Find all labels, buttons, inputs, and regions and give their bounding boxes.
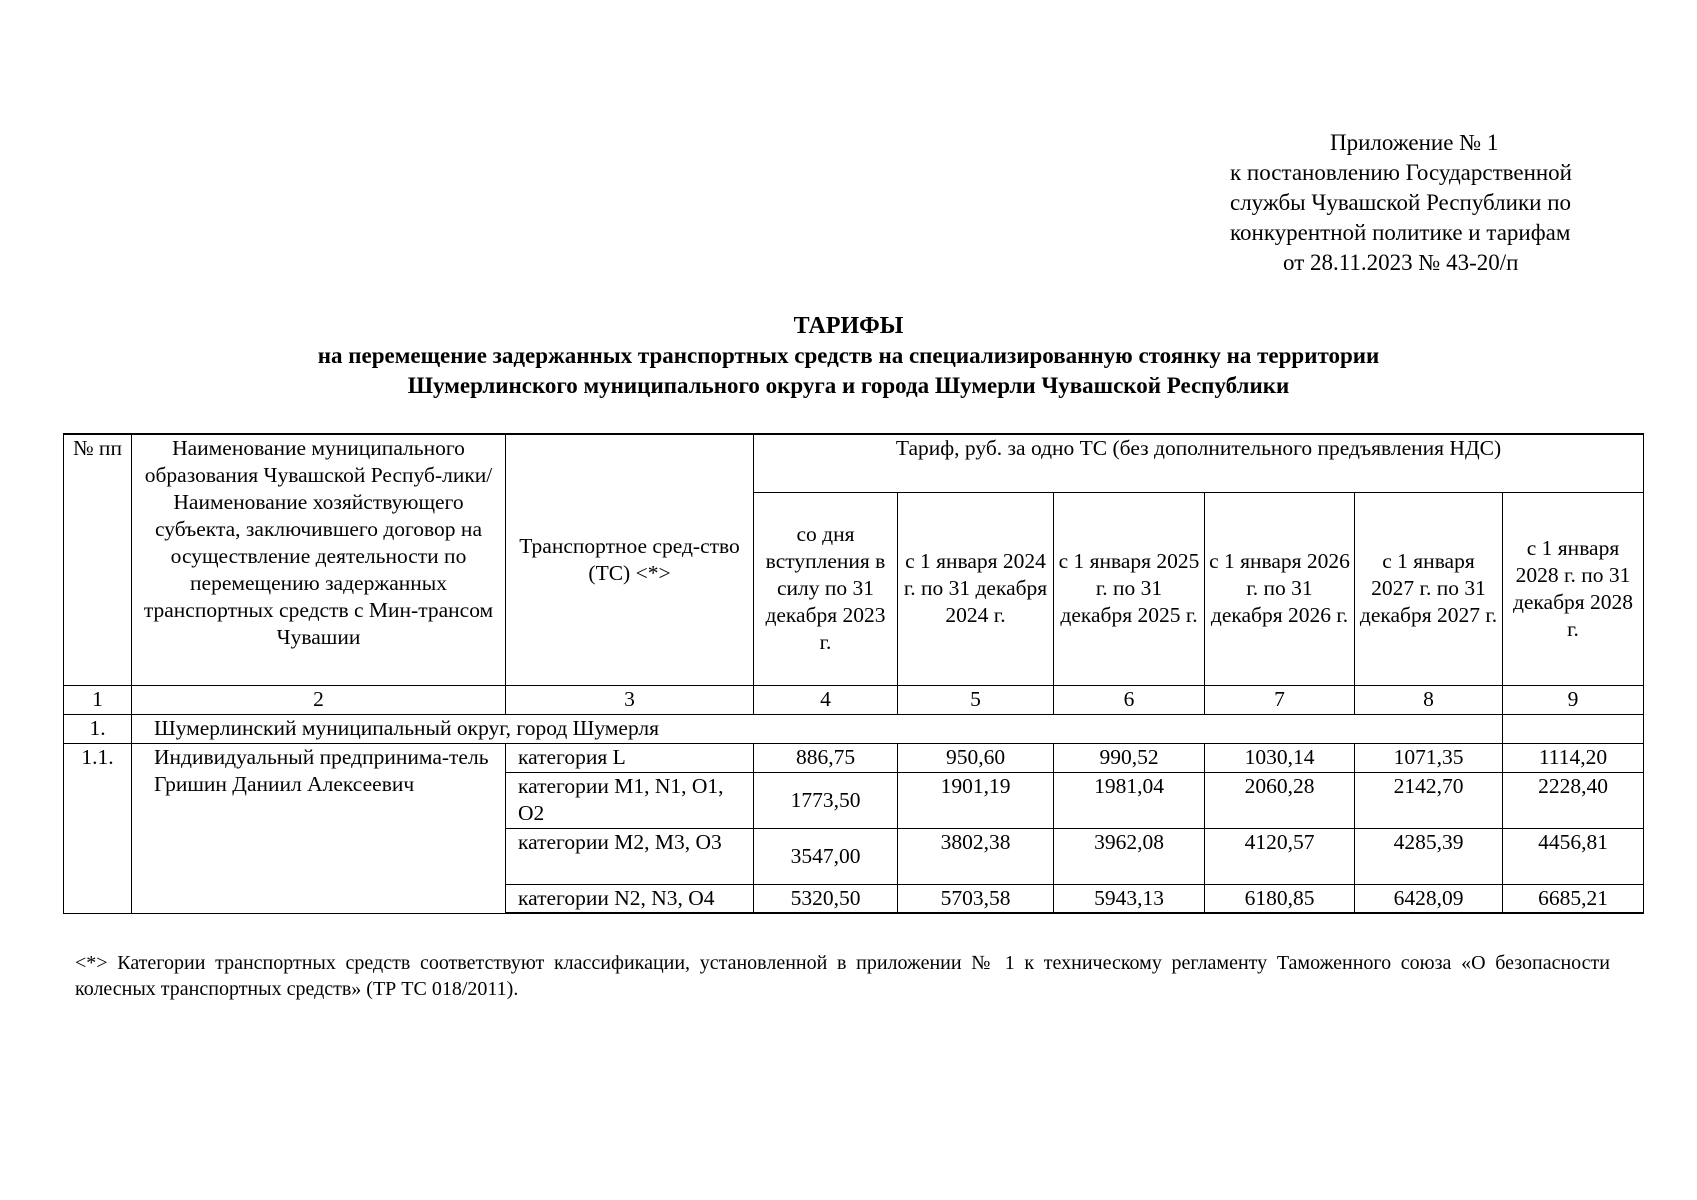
section-row <box>64 714 1644 743</box>
column-number-7: 7 <box>1205 685 1355 714</box>
entity-name: Индивидуальный предпринима-тель Гришин Даниил Алексеевич <box>132 743 506 913</box>
column-number-1: 1 <box>64 685 132 714</box>
column-number-6: 6 <box>1054 685 1205 714</box>
appendix-line-1: Приложение № 1 <box>1330 130 1499 155</box>
header-period-5: с 1 января 2027 г. по 31 декабря 2027 г. <box>1355 492 1503 685</box>
tariff-value: 1773,50 <box>754 772 898 828</box>
document-subtitle-line-2: Шумерлинского муниципального округа и города Шумерли Чувашской Республики <box>407 373 1290 398</box>
appendix-line-2: к постановлению Государственной <box>1230 160 1572 185</box>
section-num: 1. <box>64 714 132 743</box>
footnote: <*> Категории транспортных средств соответствуют классификации, установленной в приложении № 1 к техническому регламенту Таможенного союза «О безопасности колесных транспортных средств» (ТР ТС 018/2011). <box>75 952 1610 1000</box>
column-number-row <box>64 685 1644 714</box>
tariff-value: 4456,81 <box>1503 828 1644 884</box>
header-period-2: с 1 января 2024 г. по 31 декабря 2024 г. <box>898 492 1054 685</box>
tariff-value: 2060,28 <box>1205 772 1355 828</box>
tariff-value: 1114,20 <box>1503 743 1644 772</box>
header-period-4: с 1 января 2026 г. по 31 декабря 2026 г. <box>1205 492 1355 685</box>
header-name: Наименование муниципального образования Чувашской Респуб-лики/ Наименование хозяйствующего субъекта, заключившего договор на осуществление деятельности по перемещению задержанных транспортных средств с Мин-трансом Чувашии <box>132 434 506 685</box>
vehicle-category: категория L <box>506 743 754 772</box>
tariff-value: 2228,40 <box>1503 772 1644 828</box>
table-row <box>64 743 1644 772</box>
table-header-row-1 <box>64 434 1644 492</box>
tariff-value: 5320,50 <box>754 884 898 913</box>
tariff-value: 6685,21 <box>1503 884 1644 913</box>
tariff-value: 3547,00 <box>754 828 898 884</box>
section-name: Шумерлинский муниципальный округ, город Шумерля <box>132 714 1503 743</box>
vehicle-category: категории M1, N1, O1, O2 <box>506 772 754 828</box>
tariffs-table <box>63 433 1644 914</box>
appendix-line-5: от 28.11.2023 № 43-20/п <box>1283 250 1519 275</box>
header-period-1: со дня вступления в силу по 31 декабря 2023 г. <box>754 492 898 685</box>
header-period-6: с 1 января 2028 г. по 31 декабря 2028 г. <box>1503 492 1644 685</box>
column-number-4: 4 <box>754 685 898 714</box>
tariff-value: 5703,58 <box>898 884 1054 913</box>
appendix-block <box>1230 128 1630 278</box>
column-number-3: 3 <box>506 685 754 714</box>
tariff-value: 1030,14 <box>1205 743 1355 772</box>
section-empty-cell <box>1503 714 1644 743</box>
column-number-5: 5 <box>898 685 1054 714</box>
tariff-value: 1901,19 <box>898 772 1054 828</box>
tariff-value: 990,52 <box>1054 743 1205 772</box>
tariff-value: 4285,39 <box>1355 828 1503 884</box>
tariff-value: 3962,08 <box>1054 828 1205 884</box>
vehicle-category: категории M2, M3, O3 <box>506 828 754 884</box>
tariff-value: 6428,09 <box>1355 884 1503 913</box>
tariff-value: 5943,13 <box>1054 884 1205 913</box>
document-heading <box>0 311 1697 401</box>
tariff-value: 4120,57 <box>1205 828 1355 884</box>
header-vehicle: Транспортное сред-ство (ТС) <*> <box>506 434 754 685</box>
column-number-2: 2 <box>132 685 506 714</box>
tariff-value: 950,60 <box>898 743 1054 772</box>
header-num: № пп <box>64 434 132 685</box>
tariff-value: 6180,85 <box>1205 884 1355 913</box>
tariff-value: 1071,35 <box>1355 743 1503 772</box>
header-tariff-group: Тариф, руб. за одно ТС (без дополнительного предъявления НДС) <box>754 434 1644 492</box>
document-title: ТАРИФЫ <box>793 313 904 339</box>
column-number-8: 8 <box>1355 685 1503 714</box>
tariff-value: 886,75 <box>754 743 898 772</box>
document-subtitle-line-1: на перемещение задержанных транспортных средств на специализированную стоянку на территории <box>317 343 1380 368</box>
tariff-value: 2142,70 <box>1355 772 1503 828</box>
tariff-value: 3802,38 <box>898 828 1054 884</box>
vehicle-category: категории N2, N3, O4 <box>506 884 754 913</box>
appendix-line-4: конкурентной политике и тарифам <box>1230 220 1571 245</box>
appendix-line-3: службы Чувашской Республики по <box>1230 190 1572 215</box>
tariff-value: 1981,04 <box>1054 772 1205 828</box>
entity-num: 1.1. <box>64 743 132 913</box>
header-period-3: с 1 января 2025 г. по 31 декабря 2025 г. <box>1054 492 1205 685</box>
column-number-9: 9 <box>1503 685 1644 714</box>
